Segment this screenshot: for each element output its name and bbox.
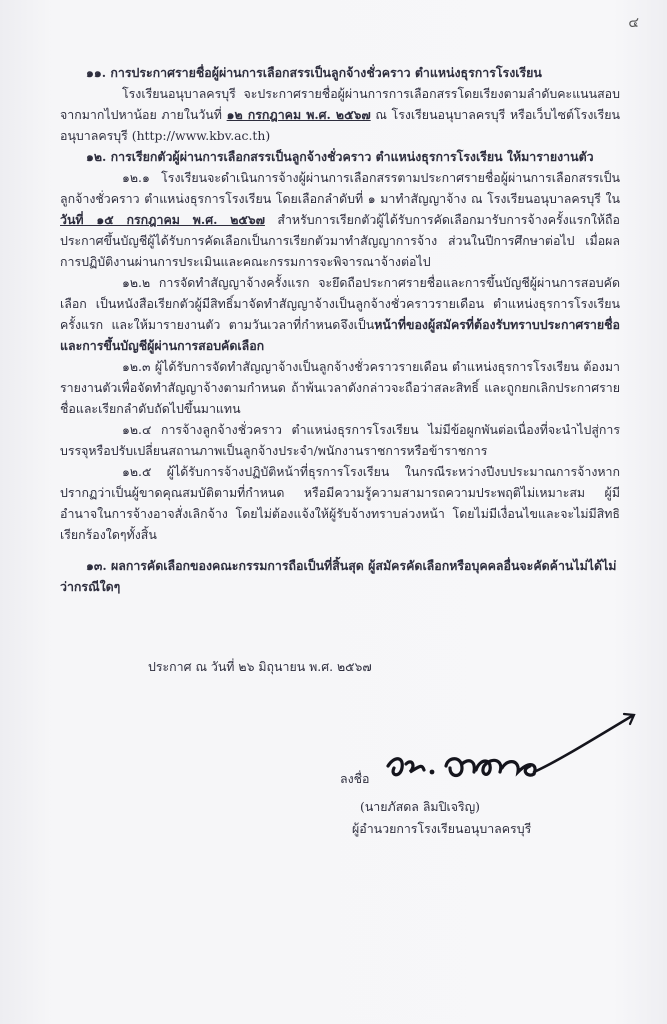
- clause-12-1: [60, 167, 620, 272]
- announcement-date: ประกาศ ณ วันที่ ๒๖ มิถุนายน พ.ศ. ๒๕๖๗: [148, 659, 372, 674]
- clause-12-2-bold: หน้าที่ของผู้สมัครที่ต้องรับทราบประกาศรายชื่อ และการขึ้นบัญชีผู้ผ่านการสอบคัดเลือก: [60, 317, 620, 353]
- section-11-text: [60, 83, 620, 146]
- clause-12-1-date: วันที่ ๑๕ กรกฎาคม พ.ศ. ๒๕๖๗: [60, 212, 265, 227]
- section-11-heading: ๑๑. การประกาศรายชื่อผู้ผ่านการเลือกสรรเป็นลูกจ้างชั่วคราว ตำแหน่งธุรการโรงเรียน: [86, 65, 542, 80]
- clause-12-3: ๑๒.๓ ผู้ได้รับการจัดทำสัญญาจ้างเป็นลูกจ้างชั่วคราวรายเดือน ตำแหน่งธุรการโรงเรียน ต้องมารายงานตัวเพื่อจัดทำสัญญาจ้างตามกำหนด ถ้าพ้นเวลาดังกล่าวจะถือว่าสละสิทธิ์ และถูกยกเลิกประกาศรายชื่อและเรียกลำดับถัดไปขึ้นมาแทน: [60, 359, 620, 416]
- clause-12-2-a: ๑๒.๒ การจัดทำสัญญาจ้างครั้งแรก จะยึดถือประกาศรายชื่อและการขึ้นบัญชีผู้ผ่านการสอบคัดเลือก เป็นหนังสือเรียกตัวผู้มีสิทธิ์มาจัดทำสัญญาจ้างเป็นลูกจ้างชั่วคราวรายเดือน ตำแหน่งธุรการโรงเรียนครั้งแรก และให้มารายงานตัว ตามวันเวลาที่กำหนดจึงเป็น: [60, 275, 620, 332]
- clause-12-4: ๑๒.๔ การจ้างลูกจ้างชั่วคราว ตำแหน่งธุรการโรงเรียน ไม่มีข้อผูกพันต่อเนื่องที่จะนำไปสู่การบรรจุหรือปรับเปลี่ยนสถานภาพเป็นลูกจ้างประจำ/พนักงานราชการหรือข้าราชการ: [60, 422, 620, 458]
- signature-label: ลงชื่อ: [340, 771, 370, 786]
- section-12-heading: ๑๒. การเรียกตัวผู้ผ่านการเลือกสรรเป็นลูกจ้างชั่วคราว ตำแหน่งธุรการโรงเรียน ให้มารายงานตัว: [86, 149, 594, 164]
- page-number: ๔: [628, 15, 639, 31]
- clause-12-1-b: สำหรับการเรียกตัวผู้ได้รับการคัดเลือกมารับการจ้างครั้งแรกให้ถือประกาศขึ้นบัญชีผู้ได้รับการคัดเลือกเป็นการเรียกตัวมาทำสัญญาการจ้าง ส่วนในปีการศึกษาต่อไป เมื่อผลการปฏิบัติงานผ่านการประเมินและคณะกรรมการจะพิจารณาจ้างต่อไป: [60, 212, 620, 269]
- signatory-position: ผู้อำนวยการโรงเรียนอนุบาลครบุรี: [352, 821, 532, 836]
- clause-12-1-a: ๑๒.๑ โรงเรียนจะดำเนินการจ้างผู้ผ่านการเลือกสรรตามประกาศรายชื่อผู้ผ่านการเลือกสรรเป็นลูกจ้างชั่วคราว ตำแหน่งธุรการโรงเรียน โดยเลือกลำดับที่ ๑ มาทำสัญญาจ้าง ณ โรงเรียนอนุบาลครบุรี ใน: [60, 170, 620, 206]
- handwritten-signature: [380, 708, 640, 798]
- section-13-heading: ๑๓. ผลการคัดเลือกของคณะกรรมการถือเป็นที่สิ้นสุด ผู้สมัครคัดเลือกหรือบุคคลอื่นจะคัดค้านไม่ได้ไม่ว่ากรณีใดๆ: [60, 558, 617, 594]
- clause-12-5: ๑๒.๕ ผู้ได้รับการจ้างปฏิบัติหน้าที่ธุรการโรงเรียน ในกรณีระหว่างปีงบประมาณการจ้างหากปรากฏว่าเป็นผู้ขาดคุณสมบัติตามที่กำหนด หรือมีความรู้ความสามารถความประพฤติไม่เหมาะสม ผู้มีอำนาจในการจ้างอาจสั่งเลิกจ้าง โดยไม่ต้องแจ้งให้ผู้รับจ้างทราบล่วงหน้า โดยไม่มีเงื่อนไขและจะไม่มีสิทธิเรียกร้องใดๆทั้งสิ้น: [60, 464, 620, 542]
- section-11-text-b: ณ โรงเรียนอนุบาลครบุรี หรือเว็บไซต์โรงเรียนอนุบาลครบุรี (http://www.kbv.ac.th): [60, 107, 621, 143]
- signatory-name: (นายภัสดล ลิมปิเจริญ): [360, 799, 480, 814]
- section-11-text-a: โรงเรียนอนุบาลครบุรี จะประกาศรายชื่อผู้ผ่านการการเลือกสรรโดยเรียงตามลำดับคะแนนสอบจากมากไปหาน้อย ภายในวันที่: [60, 86, 620, 122]
- document-body: [60, 62, 620, 597]
- section-11-date: ๑๒ กรกฎาคม พ.ศ. ๒๕๖๗: [226, 107, 371, 122]
- clause-12-2: [60, 272, 620, 356]
